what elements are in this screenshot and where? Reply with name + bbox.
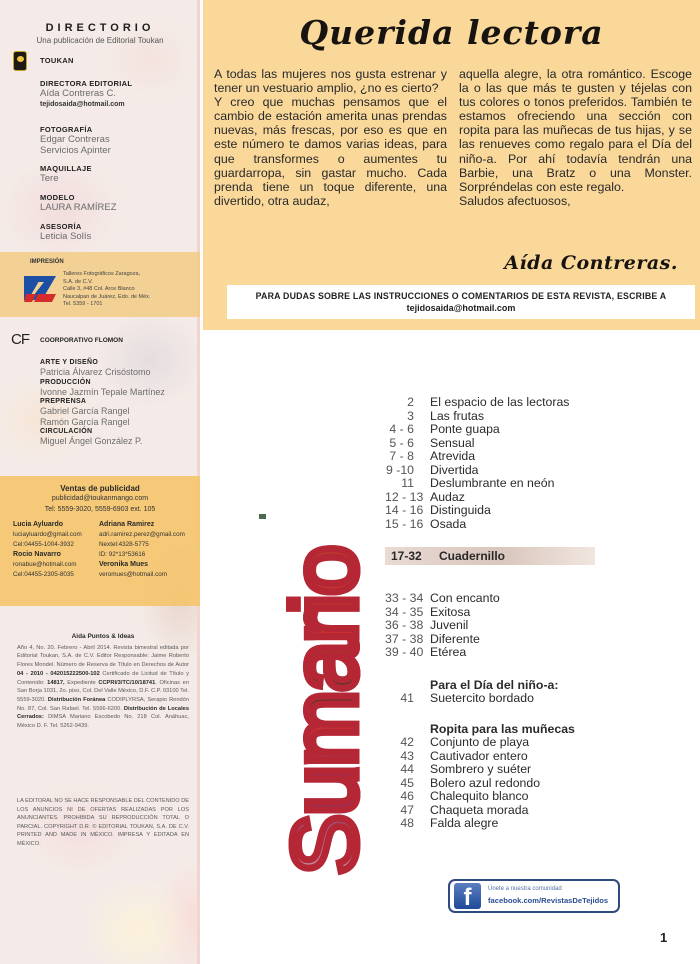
contact-name: Veronika Mues [99,561,149,568]
toc-label: Chaqueta morada [430,802,529,817]
toc-label: Sensual [430,435,475,450]
contact-email[interactable]: ronabue@hotmail.com [13,561,77,568]
toc-item[interactable] [385,592,595,606]
toc-item[interactable] [385,777,595,791]
toc-pages: 14 - 16 [385,503,424,517]
toc-label: Cautivador entero [430,748,528,763]
facebook-url[interactable]: facebook.com/RevistasDeTejidos [488,896,609,905]
credit-name: Aída Contreras C. [40,88,117,99]
ventas-contacts-right [99,520,194,580]
toc-pages: 37 - 38 [385,631,424,646]
toc-label: Suetercito bordado [430,691,534,705]
cf-logo: CF [11,331,29,348]
letter-body [214,67,692,208]
toc-section-heading: Ropita para las muñecas [430,722,575,736]
contact-box [227,285,695,319]
toc-label: Conjunto de playa [430,735,530,749]
address-line: Naucalpan de Juárez, Edo. de Méx. [63,293,151,300]
page-number: 1 [660,930,668,945]
letter-paragraph: Y creo que muchas pensamos que el cambio de estación amerita unas prendas nuevas, más frescas, por eso es que en este número te damos varias ideas, para que transformes o aumentes tu guardarropa, sin gastar mucho. Cada prenda tiene un toque diferente, una divertido, otra audaz, [214,95,447,208]
toc-label: Distinguida [430,503,491,517]
contact-email[interactable]: adri.ramirez.perez@gmail.com [99,531,185,538]
legal-title: Aida Puntos & Ideas [71,633,135,640]
toc-pages: 2 [407,395,414,409]
credit-role: ASESORÍA [40,222,82,231]
credit-directora [40,79,132,109]
ventas-section [0,476,200,606]
credit-asesoria [40,222,91,243]
credit-modelo [40,193,117,214]
letter-signature: Aída Contreras. [504,252,678,274]
toc-label: Chalequito blanco [430,789,529,803]
editor-letter [203,0,700,330]
toc-pages: 34 - 35 [385,604,424,619]
credit-name: Miguel Ángel González P. [40,436,143,446]
toc-item[interactable] [385,423,595,437]
toc-pages: 41 [400,691,414,705]
toc-label: Exitosa [430,604,471,619]
legal-foranea: Distribución Foránea [47,696,106,703]
contact-instructions: PARA DUDAS SOBRE LAS INSTRUCCIONES O COMENTARIOS DE ESTA REVISTA, ESCRIBE A [255,291,667,301]
toc-pages: 42 [400,735,414,749]
toc-item[interactable] [385,477,595,491]
credit-fotografia [40,125,111,156]
toc-pages: 48 [400,816,414,830]
credit-email: tejidosaida@hotmail.com [40,100,125,108]
impresion-label: IMPRESIÓN [30,259,64,265]
toc-pages: 5 - 6 [389,435,414,450]
corporativo-name: COORPORATIVO FLOMON [40,337,123,344]
contact-name: Rocio Navarro [13,551,61,558]
credit-role: DIRECTORA EDITORIAL [40,79,133,88]
legal-text: DIMSA Mariano Escobedo No. 218 Col. Anáhuac, México D. F. Tel. 5262-9439. [17,714,189,730]
toc-item[interactable] [385,410,595,424]
impresion-address [63,271,198,309]
toc-item[interactable] [385,619,595,633]
publisher [40,56,74,66]
credit-name: Gabriel García Rangel [40,406,130,416]
printer-logo-icon [22,274,58,304]
toc-item[interactable] [385,646,595,660]
toc-pages: 44 [400,762,414,776]
toc-pages: 15 - 16 [385,516,424,531]
toc-section-heading: Para el Día del niño-a: [430,678,559,692]
credit-name: Ramón García Rangel [40,416,130,427]
toc-pages: 9 -10 [385,462,414,477]
toc-item[interactable] [385,464,595,478]
publisher-name: TOUKAN [40,56,74,65]
credit-name: Ivonne Jazmín Tepale Martínez [40,386,165,397]
toc-label: Osada [430,516,467,531]
toc-pages: 3 [407,408,414,423]
contact-name: Adriana Ramirez [99,521,155,528]
legal-text: Expediente [64,679,99,686]
letter-paragraph: A todas las mujeres nos gusta estrenar y tener un vestuario amplio, ¿no es cierto? [214,67,447,96]
legal-info [17,633,189,731]
toc-pages: 46 [400,789,414,803]
ventas-tel: Tel: 5559-3020, 5559-6903 ext. 105 [44,506,156,513]
credit-name: Patricia Álvarez Crisóstomo [40,367,151,377]
ventas-title: Ventas de publicidad [60,484,140,493]
ventas-contacts-left [13,520,108,580]
toc-item[interactable] [385,763,595,777]
toc-item[interactable] [385,491,595,505]
address-line: Talleres Fotográficos Zaragoza, [63,271,141,277]
toc-label: Las frutas [430,408,484,423]
contact-id: ID: 92*13*53616 [99,551,146,558]
credit-role: PRODUCCIÓN [40,378,91,386]
toc-pages: 33 - 34 [385,591,424,605]
toc-pages: 43 [400,748,414,763]
toc-group-a [385,396,595,531]
disclaimer: LA EDITORAL NO SE HACE RESPONSABLE DEL CONTENIDO DE LOS ANUNCIOS NI DE OFERTAS REALIZADAS POR LOS ANUNCIANTES. PROHIBIDA SU REPRODUCCIÓN TOTAL O PARCIAL. COPYRIGHT D.R. © EDITORIAL TOUKAN, S.A. DE C.V. PRINTED AND MADE IN MÉXICO. IMPRESA Y EDITADA EN MÉXICO. [17,798,189,847]
credit-name: Edgar Contreras [40,134,110,145]
toc-item[interactable] [385,633,595,647]
corporativo-credits [40,358,165,447]
contact-email[interactable]: veromues@hotmail.com [99,571,167,578]
toc-item[interactable] [385,817,595,831]
credit-role: MAQUILLAJE [40,164,92,173]
toc-pages: 47 [400,802,414,817]
credit-role: FOTOGRAFÍA [40,125,93,134]
toc-item[interactable] [385,504,595,518]
legal-locales: Distribución de Locales Cerrados: [17,705,189,721]
toc-item[interactable] [385,518,595,532]
facebook-tagline: Únete a nuestra comunidad [488,886,562,892]
toc-pages: 7 - 8 [389,449,414,463]
legal-text: CODIPLYRSA, Serapio Rendón No. 87, Col. San Rafael. Tel. 5566-6200. [17,696,189,712]
toc-label: Deslumbrante en neón [430,476,555,490]
toc-item[interactable] [385,396,595,410]
credit-name: Tere [40,173,59,184]
directory-subtitle: Una publicación de Editorial Toukan [36,36,164,45]
contact-phone: Cel:04455-1004-3932 [13,541,74,548]
credit-name: Servicios Apinter [40,144,111,156]
toc-pages: 45 [400,775,414,790]
toc-item[interactable] [385,790,595,804]
ventas-email[interactable]: publicidad@toukanmango.com [51,495,149,502]
credit-name: LAURA RAMÍREZ [40,202,117,213]
letter-paragraph: Saludos afectuosos, [459,193,571,208]
toc-label: Audaz [430,489,465,504]
sumario-dot-decoration [259,514,266,519]
toc-cuadernillo[interactable] [385,547,595,565]
legal-text: . Oficinas en San Borja 1031, 2o. piso, Col. Del Valle México, D.F. C.P. 03100 Tel. 5559-3020. [17,679,189,703]
legal-expediente: CCPRI/3/TC/10/18741 [98,679,156,686]
legal-licitud: 14817, [47,679,65,686]
toc-pages: 39 - 40 [385,645,424,659]
toc-pages: 4 - 6 [389,422,414,436]
toc-pages: 12 - 13 [385,489,424,504]
toc-item[interactable] [385,437,595,451]
toc-label: El espacio de las lectoras [430,395,570,409]
toc-section-munecas [385,722,595,831]
facebook-icon: f [454,883,481,909]
credit-role: PREPRENSA [40,398,87,405]
toc-item[interactable] [385,750,595,764]
credit-role: CIRCULACIÓN [40,428,93,435]
impresion-section [0,252,200,317]
toc-label: Con encanto [430,591,500,605]
contact-name: Lucia Ayluardo [13,521,64,528]
toc-section-nino [385,678,595,706]
toc-pages: 17-32 [391,549,422,563]
contact-phone: Cel:04455-2305-8035 [13,571,74,578]
credit-maquillaje [40,164,92,185]
toc-item[interactable] [385,736,595,750]
legal-text: Certificado de Licitud de Título y Contenido: [17,670,189,686]
toc-label: Juvenil [430,618,469,632]
address-line: S.A. de C.V. [63,278,93,285]
letter-title: Querida lectora [299,13,604,52]
toc-label: Atrevida [430,449,476,463]
toc-item[interactable] [385,606,595,620]
toc-label: Etérea [430,645,467,659]
directory-sidebar [0,0,200,964]
address-line: Calle 3, #48 Col. Arce Blanco [63,286,135,293]
toc-label: Divertida [430,462,479,477]
toc-pages: 11 [401,476,414,490]
toc-label: Cuadernillo [439,549,506,563]
credit-role: MODELO [40,193,75,202]
toukan-logo-icon [13,51,27,71]
toc-item[interactable] [385,692,595,706]
toc-label: Diferente [430,631,480,646]
credit-name: Leticia Solís [40,231,92,242]
toc-item[interactable] [385,804,595,818]
letter-column-2 [459,67,692,208]
toc-item[interactable] [385,450,595,464]
credit-role: ARTE Y DISEÑO [40,359,99,366]
toc-label: Bolero azul redondo [430,775,541,790]
contact-email[interactable]: luciayluardo@gmail.com [13,531,82,538]
sumario-title: Sumario [284,536,366,886]
facebook-banner[interactable] [448,879,620,913]
toc-label: Sombrero y suéter [430,762,532,776]
legal-text: Año 4, No. 20. Febrero - Abril 2014. Revista bimestral editada por Editorial Toukan, S.A. de C.V. Editor Responsable: Jaime Roberto Flores Mondel. Número de Reserva de Título en Derechos de Autor [17,644,189,669]
toc-group-b [385,592,595,660]
address-line: Tel. 5359 - 1701 [63,301,103,308]
contact-email-link[interactable]: tejidosaida@hotmail.com [406,303,516,313]
toc-pages: 36 - 38 [385,618,424,632]
letter-paragraph: aquella alegre, la otra romántico. Escoge la o las que más te gusten y téjelas con tus colores o tonos preferidos. También te estamos ofreciendo una sección con ropita para las muñecas de tus hijas, y se las renueves como regalo para el Día del niño-a. Por ahí todavía tendrán una Barbie, una Bratz o una Monster. Sorpréndelas con este regalo. [459,67,692,194]
legal-reserva: 04 - 2010 - 042015222500-102 [17,670,100,677]
contact-phone: Nextel:4328-5775 [99,541,149,548]
toc-label: Falda alegre [430,816,499,830]
letter-column-1 [214,67,447,208]
directory-title: DIRECTORIO [45,22,155,34]
toc-label: Ponte guapa [430,422,500,436]
